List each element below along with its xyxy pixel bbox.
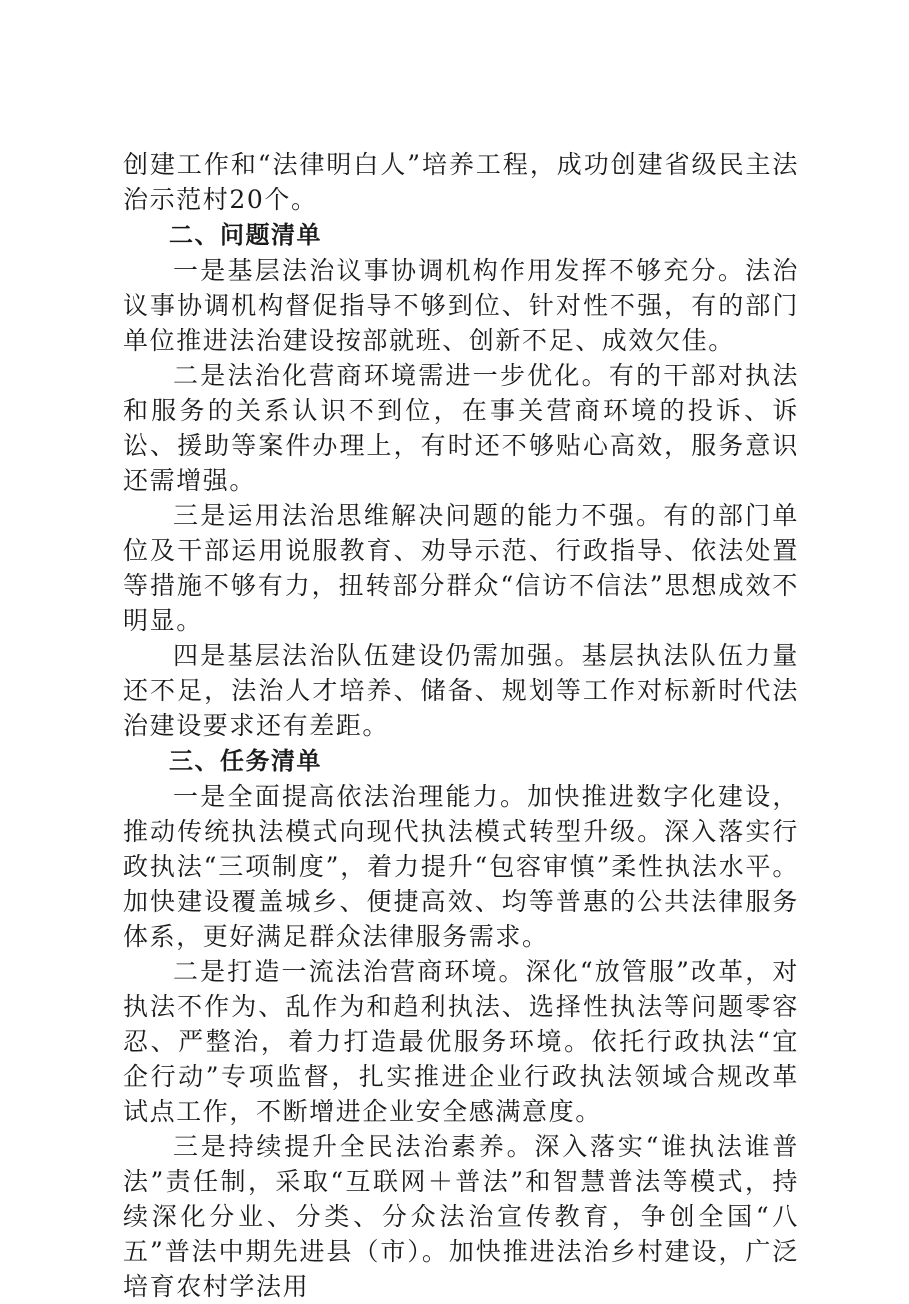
section-heading-tasks: 三、任务清单 bbox=[169, 747, 322, 775]
section-heading-problems: 二、问题清单 bbox=[169, 221, 322, 249]
document-body bbox=[123, 147, 799, 1304]
problem-paragraph-4: 四是基层法治队伍建设仍需加强。基层执法队伍力量还不足，法治人才培养、储备、规划等工作对标新时代法治建设要求还有差距。 bbox=[123, 641, 799, 740]
problem-paragraph-1: 一是基层法治议事协调机构作用发挥不够充分。法治议事协调机构督促指导不够到位、针对性不强，有的部门单位推进法治建设按部就班、创新不足、成效欠佳。 bbox=[123, 256, 799, 355]
task-paragraph-3: 三是持续提升全民法治素养。深入落实“谁执法谁普法”责任制，采取“互联网＋普法”和智慧普法等模式，持续深化分业、分类、分众法治宣传教育，争创全国“八五”普法中期先进县（市）。加快推进法治乡村建设，广泛培育农村学法用 bbox=[123, 1132, 799, 1301]
intro-paragraph: 创建工作和“法律明白人”培养工程，成功创建省级民主法治示范村20个。 bbox=[123, 150, 799, 214]
task-paragraph-2: 二是打造一流法治营商环境。深化“放管服”改革，对执法不作为、乱作为和趋利执法、选择性执法等问题零容忍、严整治，着力打造最优服务环境。依托行政执法“宜企行动”专项监督，扎实推进企业行政执法领域合规改革试点工作，不断增进企业安全感满意度。 bbox=[123, 957, 799, 1126]
problem-paragraph-3: 三是运用法治思维解决问题的能力不强。有的部门单位及干部运用说服教育、劝导示范、行政指导、依法处置等措施不够有力，扭转部分群众“信访不信法”思想成效不明显。 bbox=[123, 501, 799, 635]
problem-paragraph-2: 二是法治化营商环境需进一步优化。有的干部对执法和服务的关系认识不到位，在事关营商环境的投诉、诉讼、援助等案件办理上，有时还不够贴心高效，服务意识还需增强。 bbox=[123, 361, 799, 495]
task-paragraph-1: 一是全面提高依法治理能力。加快推进数字化建设，推动传统执法模式向现代执法模式转型升级。深入落实行政执法“三项制度”，着力提升“包容审慎”柔性执法水平。加快建设覆盖城乡、便捷高效、均等普惠的公共法律服务体系，更好满足群众法律服务需求。 bbox=[123, 782, 799, 951]
